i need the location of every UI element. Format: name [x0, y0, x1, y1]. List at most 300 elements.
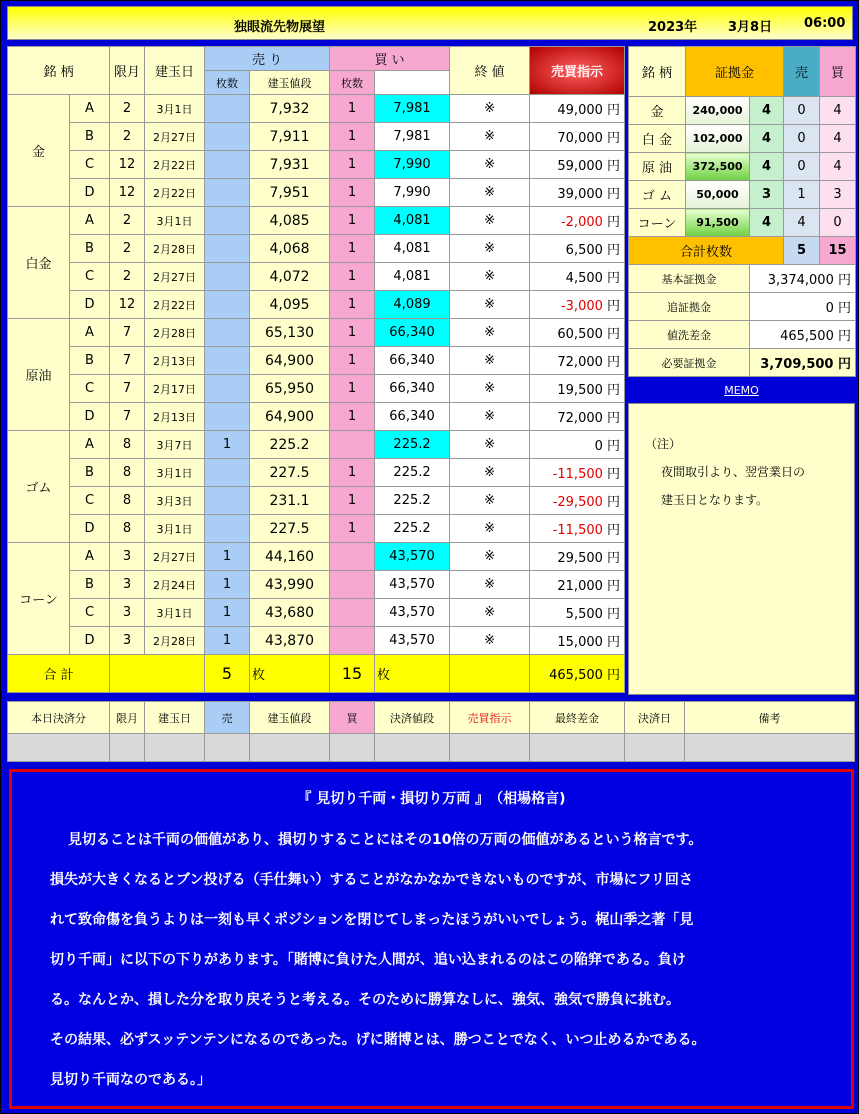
position-row	[8, 319, 625, 347]
margin-buy: 0	[820, 209, 856, 237]
sell-qty	[205, 459, 250, 487]
sell-qty: 1	[205, 431, 250, 459]
diff-amount: -11,500	[552, 523, 603, 538]
brand-name: 原油	[8, 319, 70, 431]
title-bar	[7, 6, 853, 40]
yen-label: 円	[838, 329, 852, 344]
memo-line-2: 夜間取引より、翌営業日の	[661, 465, 806, 479]
settle-price: 決済値段	[375, 702, 450, 734]
close-price: 225.2	[375, 431, 450, 459]
sell-qty	[205, 319, 250, 347]
diff-amount: -29,500	[552, 495, 603, 510]
contract-sub: C	[70, 263, 110, 291]
contract-sub: D	[70, 403, 110, 431]
total-amount: 465,500	[549, 668, 603, 683]
contract-month: 12	[110, 291, 145, 319]
contract-sub: D	[70, 179, 110, 207]
diff-amount: 6,500	[565, 243, 603, 258]
basic-margin-label: 基本証拠金	[629, 265, 750, 293]
open-date: 3月3日	[145, 487, 205, 515]
close-price: 43,570	[375, 543, 450, 571]
sell-qty	[205, 515, 250, 543]
yen-label: 円	[607, 551, 621, 566]
brand-name: 白金	[8, 207, 70, 319]
sell-qty: 1	[205, 571, 250, 599]
contract-month: 8	[110, 431, 145, 459]
settle-open-date: 建玉日	[145, 702, 205, 734]
buy-qty: 1	[330, 403, 375, 431]
header-buy-qty: 枚数	[330, 71, 375, 95]
open-price: 64,900	[250, 347, 330, 375]
margin-row	[629, 153, 856, 181]
instruction-mark: ※	[450, 207, 530, 235]
side-total-label: 合計枚数	[629, 237, 784, 265]
position-row	[8, 431, 625, 459]
margin-row	[629, 97, 856, 125]
open-price: 7,931	[250, 151, 330, 179]
required-margin-value: 3,709,500	[760, 357, 834, 372]
position-row	[8, 263, 625, 291]
instruction-mark: ※	[450, 515, 530, 543]
close-price: 66,340	[375, 347, 450, 375]
diff-amount: 72,000	[557, 355, 603, 370]
yen-label: 円	[607, 215, 621, 230]
close-price: 4,089	[375, 291, 450, 319]
open-date: 3月1日	[145, 599, 205, 627]
sell-qty	[205, 403, 250, 431]
buy-qty: 1	[330, 123, 375, 151]
sell-qty	[205, 291, 250, 319]
close-price: 66,340	[375, 375, 450, 403]
total-sell-unit: 枚	[250, 655, 330, 693]
brand-name: 金	[8, 95, 70, 207]
open-price: 4,085	[250, 207, 330, 235]
close-price: 43,570	[375, 627, 450, 655]
sell-qty	[205, 235, 250, 263]
margin-row	[629, 181, 856, 209]
diff-amount: -2,000	[560, 215, 603, 230]
instruction-mark: ※	[450, 263, 530, 291]
buy-qty: 1	[330, 347, 375, 375]
instruction-mark: ※	[450, 95, 530, 123]
required-margin-label: 必要証拠金	[629, 349, 750, 377]
contract-sub: A	[70, 543, 110, 571]
contract-month: 7	[110, 375, 145, 403]
yen-label: 円	[607, 355, 621, 370]
diff-amount: 19,500	[557, 383, 603, 398]
margin-buy: 4	[820, 125, 856, 153]
contract-month: 3	[110, 543, 145, 571]
margin-count: 4	[750, 209, 784, 237]
settle-instruction: 売買指示	[450, 702, 530, 734]
contract-month: 8	[110, 515, 145, 543]
open-price: 64,900	[250, 403, 330, 431]
total-sell: 5	[205, 655, 250, 693]
buy-qty: 1	[330, 151, 375, 179]
open-price: 7,932	[250, 95, 330, 123]
position-row	[8, 291, 625, 319]
side-header-margin: 証拠金	[686, 47, 784, 97]
date-label: 3月8日	[728, 20, 773, 35]
yen-label: 円	[607, 159, 621, 174]
margin-buy: 4	[820, 97, 856, 125]
proverb-line-4: 切り千両」に以下の下りがあります。「賭博に負けた人間が、追い込まれるのはこの陥穽である。負け	[50, 952, 686, 968]
yen-label: 円	[607, 103, 621, 118]
instruction-mark: ※	[450, 627, 530, 655]
instruction-mark: ※	[450, 291, 530, 319]
page-title: 独眼流先物展望	[234, 20, 326, 35]
close-price: 4,081	[375, 263, 450, 291]
memo-line-3: 建玉日となります。	[661, 493, 769, 507]
open-price: 227.5	[250, 515, 330, 543]
contract-month: 7	[110, 347, 145, 375]
instruction-mark: ※	[450, 403, 530, 431]
contract-month: 3	[110, 571, 145, 599]
contract-sub: D	[70, 627, 110, 655]
contract-month: 12	[110, 179, 145, 207]
open-price: 43,870	[250, 627, 330, 655]
margin-count: 4	[750, 125, 784, 153]
open-price: 65,130	[250, 319, 330, 347]
margin-amount: 102,000	[686, 125, 750, 153]
margin-row	[629, 209, 856, 237]
margin-brand: 白 金	[629, 125, 686, 153]
settle-buy: 買	[330, 702, 375, 734]
yen-label: 円	[607, 131, 621, 146]
sell-qty: 1	[205, 599, 250, 627]
margin-sell: 0	[784, 153, 820, 181]
margin-row	[629, 125, 856, 153]
settle-remarks: 備考	[685, 702, 855, 734]
margin-count: 4	[750, 153, 784, 181]
buy-qty: 1	[330, 207, 375, 235]
proverb-line-1: 見切ることは千両の価値があり、損切りすることにはその10倍の万両の価値があるという格言です。	[68, 832, 703, 848]
instruction-mark: ※	[450, 375, 530, 403]
settle-today: 本日決済分	[8, 702, 110, 734]
diff-value: 465,500	[780, 329, 834, 344]
instruction-mark: ※	[450, 235, 530, 263]
diff-amount: 5,500	[565, 607, 603, 622]
margin-buy: 3	[820, 181, 856, 209]
header-month: 限月	[110, 47, 145, 95]
header-brand: 銘 柄	[8, 47, 110, 95]
diff-amount: 4,500	[565, 271, 603, 286]
buy-qty	[330, 599, 375, 627]
diff-amount: 49,000	[557, 103, 603, 118]
open-price: 7,911	[250, 123, 330, 151]
position-row	[8, 459, 625, 487]
open-price: 65,950	[250, 375, 330, 403]
close-price: 7,981	[375, 95, 450, 123]
position-row	[8, 543, 625, 571]
header-sell-qty: 枚数	[205, 71, 250, 95]
contract-sub: B	[70, 571, 110, 599]
open-date: 2月13日	[145, 347, 205, 375]
extra-margin-label: 追証拠金	[629, 293, 750, 321]
open-price: 43,680	[250, 599, 330, 627]
sell-qty	[205, 347, 250, 375]
open-date: 2月27日	[145, 123, 205, 151]
contract-month: 12	[110, 151, 145, 179]
settle-final-diff: 最終差金	[530, 702, 625, 734]
settle-month: 限月	[110, 702, 145, 734]
instruction-mark: ※	[450, 123, 530, 151]
open-date: 2月27日	[145, 263, 205, 291]
yen-label: 円	[607, 187, 621, 202]
header-instruction: 売買指示	[530, 47, 625, 95]
contract-sub: B	[70, 235, 110, 263]
yen-label: 円	[607, 467, 621, 482]
sell-qty	[205, 123, 250, 151]
position-row	[8, 123, 625, 151]
instruction-mark: ※	[450, 571, 530, 599]
proverb-line-5: る。なんとか、損した分を取り戻そうと考える。そのために勝算なしに、強気、強気で勝負に挑む。	[50, 992, 680, 1008]
diff-amount: 70,000	[557, 131, 603, 146]
side-header-sell: 売	[784, 47, 820, 97]
open-date: 2月27日	[145, 543, 205, 571]
open-date: 2月22日	[145, 151, 205, 179]
instruction-mark: ※	[450, 347, 530, 375]
contract-month: 2	[110, 263, 145, 291]
proverb-box	[9, 769, 854, 1109]
margin-table	[628, 46, 856, 377]
position-row	[8, 487, 625, 515]
margin-amount: 240,000	[686, 97, 750, 125]
proverb-line-2: 損失が大きくなるとブン投げる（手仕舞い）することがなかなかできないものですが、市場にフリ回さ	[50, 872, 693, 888]
position-row	[8, 515, 625, 543]
instruction-mark: ※	[450, 431, 530, 459]
instruction-mark: ※	[450, 487, 530, 515]
basic-margin-value: 3,374,000	[767, 273, 834, 288]
diff-amount: -3,000	[560, 299, 603, 314]
brand-name: コーン	[8, 543, 70, 655]
open-date: 2月22日	[145, 291, 205, 319]
open-date: 2月28日	[145, 319, 205, 347]
margin-buy: 4	[820, 153, 856, 181]
memo-link[interactable]: MEMO	[628, 381, 855, 401]
open-date: 2月22日	[145, 179, 205, 207]
position-row	[8, 95, 625, 123]
margin-sell: 0	[784, 97, 820, 125]
open-date: 2月17日	[145, 375, 205, 403]
instruction-mark: ※	[450, 543, 530, 571]
yen-label: 円	[607, 579, 621, 594]
margin-sell: 1	[784, 181, 820, 209]
buy-qty: 1	[330, 179, 375, 207]
position-row	[8, 347, 625, 375]
proverb-line-7: 見切り千両なのである。」	[50, 1072, 211, 1088]
contract-sub: D	[70, 291, 110, 319]
close-price: 7,990	[375, 151, 450, 179]
contract-month: 8	[110, 487, 145, 515]
sell-qty	[205, 151, 250, 179]
diff-amount: -11,500	[552, 467, 603, 482]
diff-amount: 0	[594, 439, 603, 454]
settle-open-price: 建玉値段	[250, 702, 330, 734]
margin-amount: 91,500	[686, 209, 750, 237]
yen-label: 円	[838, 273, 852, 288]
position-row	[8, 179, 625, 207]
margin-brand: 金	[629, 97, 686, 125]
total-yen: 円	[607, 668, 621, 683]
contract-month: 2	[110, 207, 145, 235]
contract-month: 7	[110, 319, 145, 347]
sell-qty	[205, 95, 250, 123]
buy-qty: 1	[330, 375, 375, 403]
diff-amount: 60,500	[557, 327, 603, 342]
contract-sub: A	[70, 95, 110, 123]
header-buy: 買 い	[330, 47, 450, 71]
contract-sub: C	[70, 375, 110, 403]
yen-label: 円	[838, 301, 852, 316]
contract-sub: B	[70, 459, 110, 487]
yen-label: 円	[607, 327, 621, 342]
position-row	[8, 627, 625, 655]
total-label: 合 計	[8, 655, 110, 693]
total-buy-unit: 枚	[375, 655, 450, 693]
instruction-mark: ※	[450, 599, 530, 627]
header-open-price: 建玉値段	[250, 71, 330, 95]
margin-sell: 4	[784, 209, 820, 237]
yen-label: 円	[607, 383, 621, 398]
settle-date: 決済日	[625, 702, 685, 734]
diff-amount: 39,000	[557, 187, 603, 202]
open-price: 231.1	[250, 487, 330, 515]
side-header-brand: 銘 柄	[629, 47, 686, 97]
margin-amount: 372,500	[686, 153, 750, 181]
contract-sub: C	[70, 599, 110, 627]
header-sell: 売 り	[205, 47, 330, 71]
yen-label: 円	[838, 357, 852, 372]
instruction-mark: ※	[450, 459, 530, 487]
header-close: 終 値	[450, 47, 530, 95]
memo-box	[628, 403, 855, 695]
close-price: 4,081	[375, 235, 450, 263]
open-price: 44,160	[250, 543, 330, 571]
contract-month: 2	[110, 95, 145, 123]
contract-month: 2	[110, 235, 145, 263]
margin-amount: 50,000	[686, 181, 750, 209]
proverb-title: 『 見切り千両・損切り万両 』 （相場格言)	[297, 791, 566, 807]
side-total-sell: 5	[784, 237, 820, 265]
diff-amount: 59,000	[557, 159, 603, 174]
open-date: 2月13日	[145, 403, 205, 431]
side-header-buy: 買	[820, 47, 856, 97]
open-date: 3月1日	[145, 207, 205, 235]
instruction-mark: ※	[450, 319, 530, 347]
diff-label: 値洗差金	[629, 321, 750, 349]
buy-qty: 1	[330, 487, 375, 515]
open-date: 3月1日	[145, 95, 205, 123]
margin-sell: 0	[784, 125, 820, 153]
close-price: 225.2	[375, 515, 450, 543]
yen-label: 円	[607, 243, 621, 258]
open-price: 4,068	[250, 235, 330, 263]
buy-qty	[330, 543, 375, 571]
positions-table	[7, 46, 625, 693]
open-date: 3月1日	[145, 459, 205, 487]
yen-label: 円	[607, 439, 621, 454]
proverb-line-3: れて致命傷を負うよりは一刻も早くポジションを閉じてしまったほうがいいでしょう。梶山季之著「見	[50, 912, 694, 928]
contract-sub: D	[70, 515, 110, 543]
instruction-mark: ※	[450, 179, 530, 207]
close-price: 7,981	[375, 123, 450, 151]
brand-name: ゴム	[8, 431, 70, 543]
position-row	[8, 207, 625, 235]
buy-qty	[330, 431, 375, 459]
position-row	[8, 151, 625, 179]
position-row	[8, 375, 625, 403]
yen-label: 円	[607, 411, 621, 426]
open-date: 3月7日	[145, 431, 205, 459]
contract-sub: B	[70, 123, 110, 151]
year-label: 2023年	[648, 20, 698, 35]
side-total-buy: 15	[820, 237, 856, 265]
margin-brand: 原 油	[629, 153, 686, 181]
sell-qty	[205, 263, 250, 291]
buy-qty: 1	[330, 515, 375, 543]
position-row	[8, 403, 625, 431]
buy-qty: 1	[330, 319, 375, 347]
close-price: 4,081	[375, 207, 450, 235]
open-date: 2月24日	[145, 571, 205, 599]
extra-margin-value: 0	[825, 301, 834, 316]
total-buy: 15	[330, 655, 375, 693]
header-open-date: 建玉日	[145, 47, 205, 95]
open-price: 227.5	[250, 459, 330, 487]
margin-brand: コーン	[629, 209, 686, 237]
sell-qty	[205, 179, 250, 207]
contract-sub: C	[70, 487, 110, 515]
sell-qty: 1	[205, 543, 250, 571]
proverb-line-6: その結果、必ずスッテンテンになるのであった。げに賭博とは、勝つことでなく、いつ止めるかである。	[50, 1032, 706, 1048]
contract-month: 3	[110, 627, 145, 655]
yen-label: 円	[607, 299, 621, 314]
open-price: 4,095	[250, 291, 330, 319]
sell-qty	[205, 375, 250, 403]
contract-month: 7	[110, 403, 145, 431]
yen-label: 円	[607, 607, 621, 622]
contract-sub: A	[70, 431, 110, 459]
margin-brand: ゴ ム	[629, 181, 686, 209]
open-price: 43,990	[250, 571, 330, 599]
diff-amount: 29,500	[557, 551, 603, 566]
buy-qty: 1	[330, 235, 375, 263]
buy-qty: 1	[330, 459, 375, 487]
close-price: 225.2	[375, 459, 450, 487]
open-date: 2月28日	[145, 627, 205, 655]
open-date: 3月1日	[145, 515, 205, 543]
close-price: 43,570	[375, 599, 450, 627]
contract-sub: A	[70, 319, 110, 347]
contract-sub: C	[70, 151, 110, 179]
close-price: 43,570	[375, 571, 450, 599]
margin-count: 3	[750, 181, 784, 209]
diff-amount: 21,000	[557, 579, 603, 594]
sell-qty: 1	[205, 627, 250, 655]
position-row	[8, 571, 625, 599]
open-price: 225.2	[250, 431, 330, 459]
buy-qty	[330, 627, 375, 655]
memo-line-1: （注）	[645, 437, 682, 451]
yen-label: 円	[607, 271, 621, 286]
yen-label: 円	[607, 495, 621, 510]
yen-label: 円	[607, 635, 621, 650]
sell-qty	[205, 207, 250, 235]
time-label: 06:00	[804, 16, 846, 31]
buy-qty: 1	[330, 263, 375, 291]
yen-label: 円	[607, 523, 621, 538]
